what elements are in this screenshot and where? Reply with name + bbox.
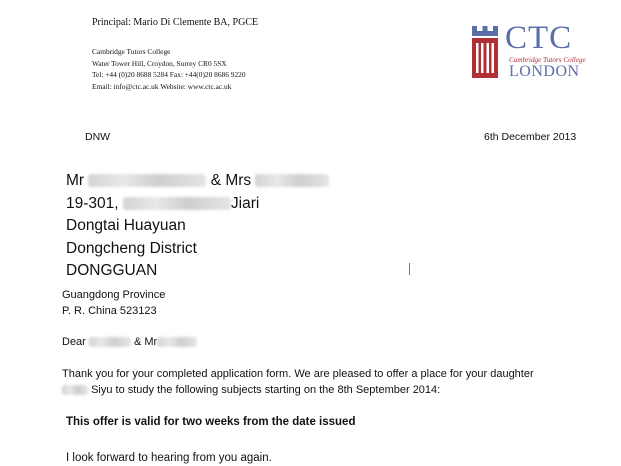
addressee-name-line — [66, 170, 329, 193]
redacted-mother-name — [255, 174, 329, 187]
body-line-2 — [62, 383, 534, 399]
reference-code: DNW — [85, 131, 111, 143]
province-block — [62, 288, 165, 319]
province-line: Guangdong Province — [62, 289, 166, 301]
country-postcode-line: P. R. China 523123 — [62, 304, 157, 317]
principal-line: Principal: Mario Di Clemente BA, PGCE — [92, 17, 259, 28]
college-email-website: Email: info@ctc.ac.uk Website: www.ctc.ac.uk — [92, 81, 232, 91]
closing-line: I look forward to hearing from you again. — [66, 452, 272, 464]
salutation — [62, 336, 197, 348]
redacted-father-short-name — [89, 337, 131, 347]
letter-date: 6th December 2013 — [484, 131, 577, 143]
addressee-district: Dongcheng District — [66, 239, 197, 257]
tower-logo-icon — [471, 26, 499, 78]
addressee-prefix: Mr — [66, 172, 85, 189]
logo-city: LONDON — [509, 63, 580, 80]
logo-abbreviation: CTC — [505, 20, 573, 56]
addressee-city: DONGGUAN — [66, 262, 158, 279]
addressee-estate: Dongtai Huayuan — [66, 217, 186, 234]
college-phone-fax: Tel: +44 (0)20 8688 5284 Fax: +44(0)20 8686 9220 — [92, 70, 246, 79]
college-name: Cambridge Tutors College — [92, 47, 171, 56]
college-address: Water Tower Hill, Croydon, Surrey CR0 5SX — [92, 58, 227, 68]
redacted-daughter-name — [62, 385, 88, 395]
text-cursor — [409, 263, 410, 275]
redacted-street-name — [123, 197, 231, 210]
redacted-mother-short-name — [157, 337, 197, 347]
body-paragraph — [62, 367, 534, 398]
addressee-street-end: Jiari — [230, 194, 260, 212]
offer-validity-notice: This offer is valid for two weeks from the date issued — [66, 416, 356, 428]
logo-college-name: Cambridge Tutors College — [509, 56, 586, 64]
addressee-street-start: 19-301, — [66, 194, 119, 212]
body-line-1: Thank you for your completed application form. We are pleased to offer a place for your daughter — [62, 368, 534, 380]
addressee-joiner: & Mrs — [210, 172, 252, 189]
salutation-start: Dear — [62, 336, 86, 348]
addressee-block — [66, 170, 329, 283]
college-contact-block — [92, 46, 246, 92]
body-line-2-text: Siyu to study the following subjects starting on the 8th September 2014: — [91, 383, 441, 396]
addressee-street-line — [66, 193, 329, 216]
redacted-father-name — [88, 174, 206, 187]
salutation-joiner: & Mr — [133, 336, 158, 348]
